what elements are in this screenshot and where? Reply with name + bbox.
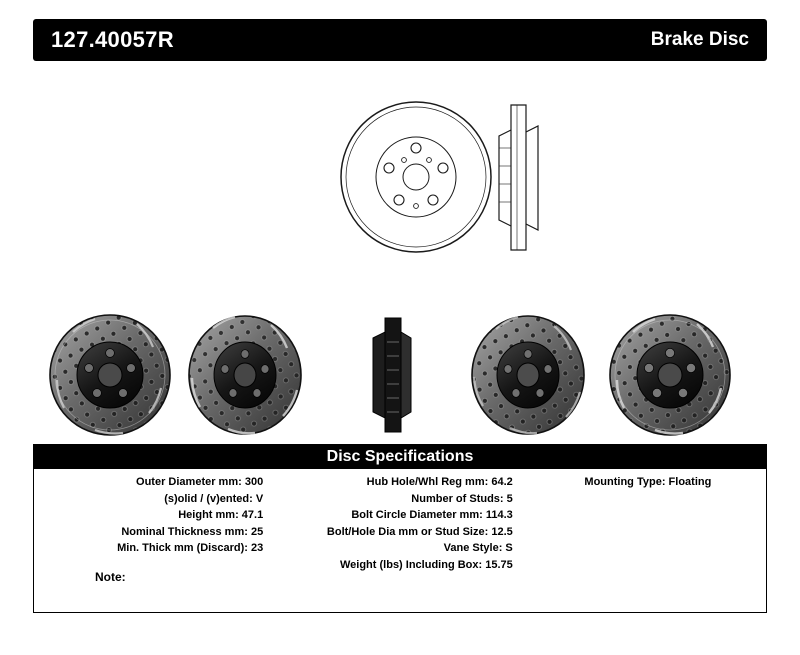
spec-label: Weight (lbs) Including Box:: [339, 558, 483, 571]
spec-value: 23: [250, 542, 264, 554]
spec-row: [33, 524, 263, 541]
spec-label: Vane Style:: [443, 542, 503, 554]
spec-value: 300: [244, 476, 264, 488]
drilled-rotor-view-4: [472, 316, 584, 434]
specifications-column-middle: [275, 474, 525, 594]
rotor-edge-profile-view: [373, 318, 411, 432]
spec-label: Nominal Thickness mm:: [121, 525, 248, 538]
slotted-rotor-view-2: [189, 316, 301, 434]
top-edge-section-view: [499, 105, 538, 250]
spec-value: V: [255, 492, 264, 505]
spec-label: Bolt/Hole Dia mm or Stud Size:: [326, 525, 489, 538]
spec-value: 47.1: [241, 509, 264, 521]
spec-row: [33, 491, 263, 508]
specifications-column-left: [33, 474, 275, 594]
spec-label: (s)olid / (v)ented:: [164, 492, 253, 505]
spec-label: Mounting Type:: [584, 476, 666, 488]
spec-row: [275, 540, 513, 557]
spec-label: Outer Diameter mm:: [136, 476, 242, 488]
note-label: Note:: [95, 570, 126, 584]
specifications-title-bar: [33, 444, 767, 469]
spec-row: [33, 540, 263, 557]
spec-value: 15.75: [485, 558, 513, 571]
specifications-columns: [33, 474, 767, 594]
spec-label: Number of Studs:: [411, 492, 504, 505]
part-number: 127.40057R: [51, 27, 174, 52]
spec-value: 5: [506, 492, 513, 505]
spec-value: 25: [250, 525, 264, 538]
spec-value: Floating: [668, 476, 712, 488]
spec-label: Min. Thick mm (Discard):: [117, 542, 248, 554]
spec-value: S: [505, 542, 513, 554]
spec-row: [275, 557, 513, 574]
spec-row: [529, 474, 767, 491]
spec-label: Bolt Circle Diameter mm:: [351, 509, 483, 521]
spec-value: 64.2: [491, 476, 513, 488]
top-face-outline-view: [341, 102, 491, 252]
spec-row: [33, 507, 263, 524]
drawing-area: [33, 70, 767, 440]
specifications-column-right: [525, 474, 767, 594]
spec-row: [33, 474, 263, 491]
product-type-label: Brake Disc: [650, 29, 749, 50]
specifications-title: Disc Specifications: [326, 447, 474, 465]
spec-label: Height mm:: [178, 509, 239, 521]
note-row: [95, 570, 126, 584]
drilled-slotted-rotor-view-5: [610, 315, 730, 435]
drilled-slotted-rotor-view-1: [50, 315, 170, 435]
spec-row: [275, 524, 513, 541]
spec-row: [275, 474, 513, 491]
spec-row: [275, 491, 513, 508]
header-bar: [33, 19, 767, 61]
spec-value: 114.3: [485, 509, 513, 521]
spec-row: [275, 507, 513, 524]
spec-label: Hub Hole/Whl Reg mm:: [366, 476, 489, 488]
spec-value: 12.5: [491, 525, 513, 538]
